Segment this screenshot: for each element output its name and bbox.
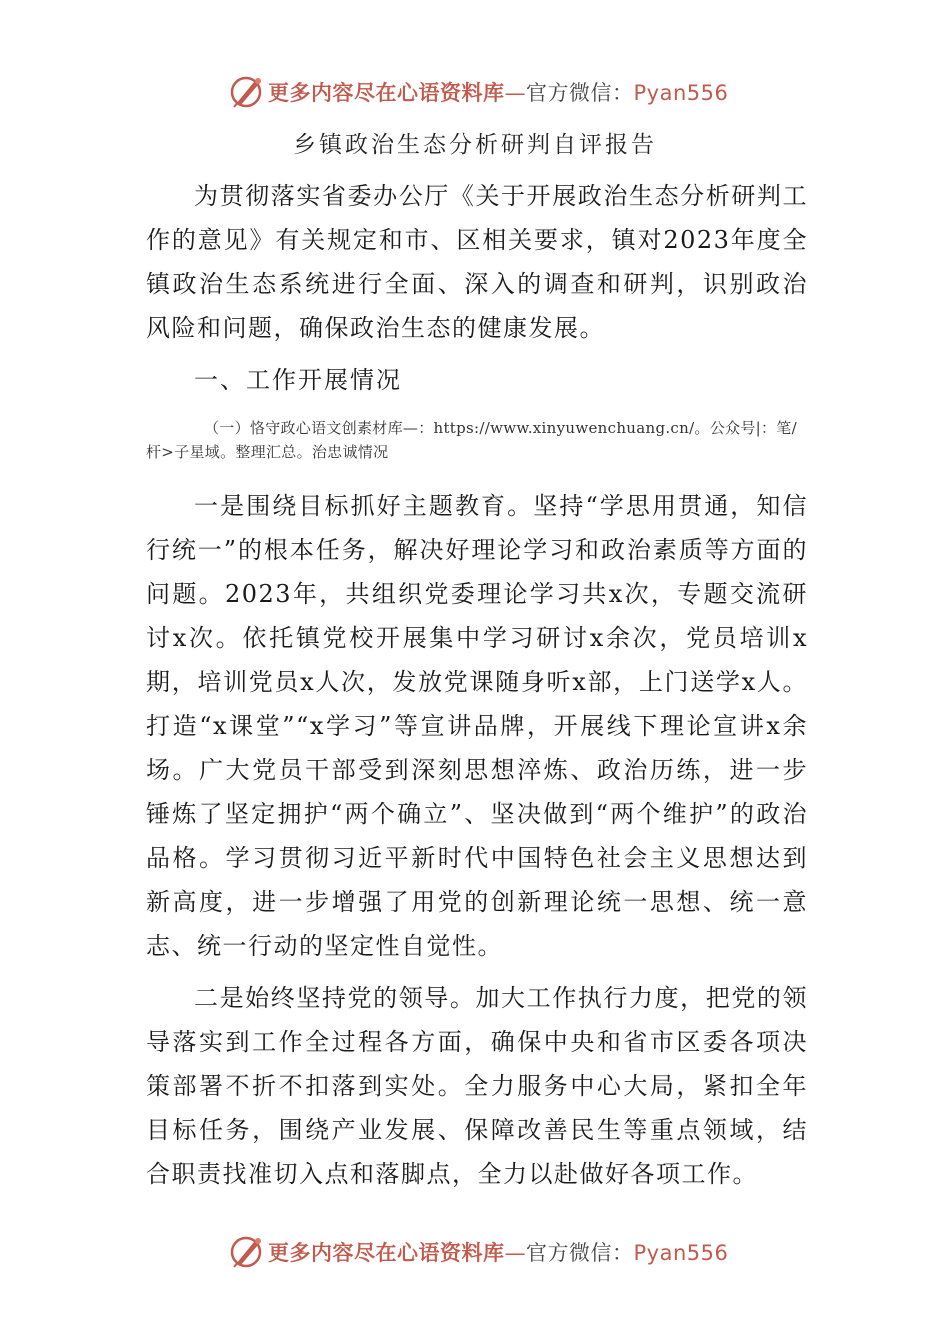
banner-official-label: 官方微信： [526, 1241, 634, 1265]
banner-main-text: 更多内容尽在心语资料库 [268, 1241, 505, 1265]
footer-watermark-banner [228, 1230, 728, 1274]
subsection-heading: （一）恪守政心语文创素材库—：https://www.xinyuwenchuang.cn/。公众号|：笔/杆>子星域。整理汇总。治忠诚情况 [146, 419, 797, 461]
section-heading-1: 一、工作开展情况 [194, 366, 402, 394]
pen-logo-icon [228, 1234, 264, 1270]
banner-separator: — [504, 1241, 526, 1265]
body-paragraph-1: 一是围绕目标抓好主题教育。坚持“学思用贯通，知信行统一”的根本任务，解决好理论学习和政治素质等方面的问题。2023年，共组织党委理论学习共x次，专题交流研讨x次。依托镇党校开展集中学习研讨x余次，党员培训x期，培训党员x人次，发放党课随身听x部，上门送学x人。打造“x课堂”“x学习”等宣讲品牌，开展线下理论宣讲x余场。广大党员干部受到深刻思想淬炼、政治历练，进一步锤炼了坚定拥护“两个确立”、坚决做到“两个维护”的政治品格。学习贯彻习近平新时代中国特色社会主义思想达到新高度，进一步增强了用党的创新理论统一思想、统一意志、统一行动的坚定性自觉性。 [146, 492, 808, 960]
banner-wechat-id: Pyan556 [633, 81, 729, 105]
banner-main-text: 更多内容尽在心语资料库 [268, 81, 505, 105]
document-title: 乡镇政治生态分析研判自评报告 [293, 132, 657, 158]
header-watermark-banner [228, 70, 728, 114]
banner-official-label: 官方微信： [526, 81, 634, 105]
intro-paragraph: 为贯彻落实省委办公厅《关于开展政治生态分析研判工作的意见》有关规定和市、区相关要求，镇对2023年度全镇政治生态系统进行全面、深入的调查和研判，识别政治风险和问题，确保政治生态的健康发展。 [146, 182, 808, 342]
body-paragraph-2: 二是始终坚持党的领导。加大工作执行力度，把党的领导落实到工作全过程各方面，确保中央和省市区委各项决策部署不折不扣落到实处。全力服务中心大局，紧扣全年目标任务，围绕产业发展、保障改善民生等重点领域，结合职责找准切入点和落脚点，全力以赴做好各项工作。 [146, 984, 808, 1188]
pen-logo-icon [228, 74, 264, 110]
banner-wechat-id: Pyan556 [633, 1241, 729, 1265]
banner-separator: — [504, 81, 526, 105]
